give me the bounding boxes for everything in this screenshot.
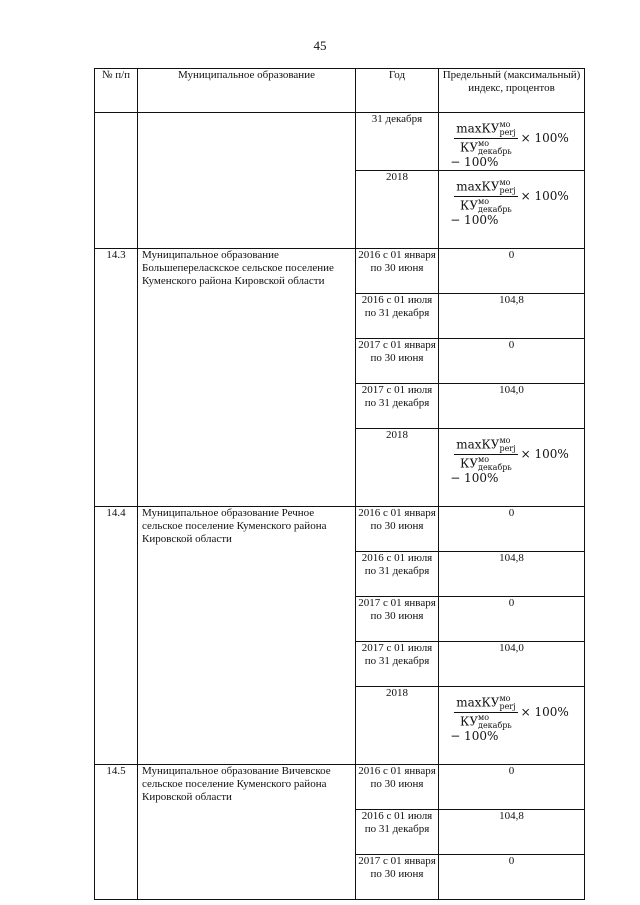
formula-fraction (454, 121, 517, 156)
page-number: 45 (313, 38, 327, 53)
formula-multiplier: × 100% (520, 131, 569, 145)
formula-numerator: maxКУмо perj (456, 178, 516, 195)
table-row (95, 507, 585, 552)
index-table (94, 68, 585, 900)
name-cell: Муниципальное образование Большепереласкское сельское поселение Куменского района Кировской области (138, 249, 356, 507)
formula-tail: − 100% (450, 729, 499, 743)
index-cell (439, 171, 585, 249)
index-cell: 0 (439, 507, 585, 552)
year-cell: 2016 с 01 января по 30 июня (356, 249, 439, 294)
year-cell: 2016 с 01 июля по 31 декабря (356, 552, 439, 597)
index-cell: 0 (439, 597, 585, 642)
table-row (95, 765, 585, 810)
formula (450, 436, 569, 485)
name-cell: Муниципальное образование Речное сельское поселение Куменского района Кировской области (138, 507, 356, 765)
name-cell: Муниципальное образование Вичевское сельское поселение Куменского района Кировской области (138, 765, 356, 900)
index-cell: 104,8 (439, 810, 585, 855)
num-cell: 14.4 (95, 507, 138, 765)
year-cell: 2016 с 01 января по 30 июня (356, 765, 439, 810)
num-cell (95, 113, 138, 249)
formula (450, 120, 569, 169)
header-num: № п/п (95, 69, 138, 113)
num-cell: 14.5 (95, 765, 138, 900)
formula (450, 178, 569, 227)
index-cell: 104,0 (439, 642, 585, 687)
index-cell (439, 687, 585, 765)
num-cell: 14.3 (95, 249, 138, 507)
formula (450, 694, 569, 743)
table-body (95, 113, 585, 900)
formula-denominator: КУмо декабрь (460, 713, 512, 730)
formula-tail: − 100% (450, 213, 499, 227)
year-cell: 2017 с 01 января по 30 июня (356, 597, 439, 642)
year-cell: 2017 с 01 января по 30 июня (356, 339, 439, 384)
formula-fraction (454, 437, 517, 472)
year-cell: 2016 с 01 июля по 31 декабря (356, 810, 439, 855)
formula-tail: − 100% (450, 471, 499, 485)
index-cell: 104,8 (439, 552, 585, 597)
formula-multiplier: × 100% (520, 447, 569, 461)
index-cell: 104,8 (439, 294, 585, 339)
header-year: Год (356, 69, 439, 113)
formula-fraction (454, 695, 517, 730)
formula-numerator: maxКУмо perj (456, 436, 516, 453)
year-cell: 2017 с 01 января по 30 июня (356, 855, 439, 900)
formula-fraction (454, 179, 517, 214)
index-cell: 0 (439, 249, 585, 294)
year-cell: 2017 с 01 июля по 31 декабря (356, 384, 439, 429)
index-cell: 0 (439, 339, 585, 384)
year-cell: 2017 с 01 июля по 31 декабря (356, 642, 439, 687)
name-cell (138, 113, 356, 249)
header-index: Предельный (максимальный) индекс, процентов (439, 69, 585, 113)
formula-numerator: maxКУмо perj (456, 694, 516, 711)
year-cell: 2016 с 01 июля по 31 декабря (356, 294, 439, 339)
index-cell (439, 113, 585, 171)
table-row (95, 113, 585, 171)
index-cell: 0 (439, 855, 585, 900)
table-row (95, 249, 585, 294)
year-cell: 2016 с 01 января по 30 июня (356, 507, 439, 552)
year-cell: 2018 (356, 429, 439, 507)
formula-denominator: КУмо декабрь (460, 197, 512, 214)
year-cell: 31 декабря (356, 113, 439, 171)
header-municipality: Муниципальное образование (138, 69, 356, 113)
formula-multiplier: × 100% (520, 189, 569, 203)
index-cell: 0 (439, 765, 585, 810)
formula-denominator: КУмо декабрь (460, 455, 512, 472)
index-cell (439, 429, 585, 507)
formula-denominator: КУмо декабрь (460, 139, 512, 156)
year-cell: 2018 (356, 687, 439, 765)
formula-numerator: maxКУмо perj (456, 120, 516, 137)
formula-multiplier: × 100% (520, 705, 569, 719)
formula-tail: − 100% (450, 155, 499, 169)
year-cell: 2018 (356, 171, 439, 249)
index-cell: 104,0 (439, 384, 585, 429)
